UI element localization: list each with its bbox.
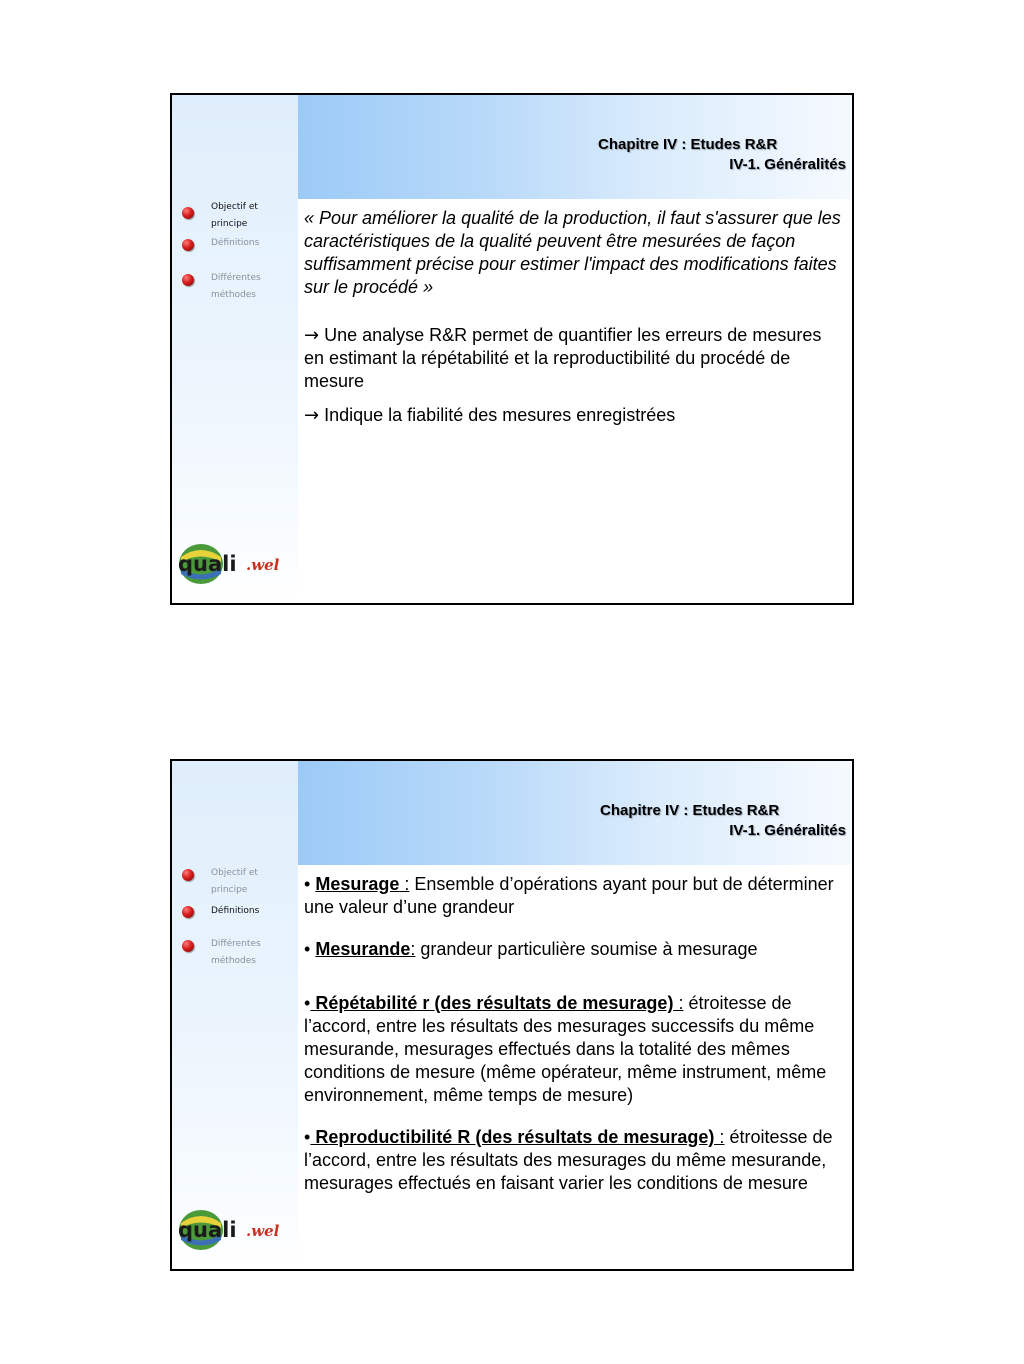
definition-separator: : bbox=[673, 993, 684, 1013]
slide-header bbox=[298, 95, 852, 199]
red-bullet-icon bbox=[182, 906, 194, 918]
slide-header bbox=[298, 761, 852, 865]
svg-text:quali: quali bbox=[178, 552, 237, 576]
definition-item bbox=[304, 1126, 846, 1195]
definition-term: Reproductibilité R (des résultats de mesurage) bbox=[310, 1127, 715, 1147]
definition-separator: : bbox=[714, 1127, 725, 1147]
bullet-icon: • bbox=[304, 874, 311, 894]
svg-text:quali: quali bbox=[178, 1218, 237, 1242]
slide-1 bbox=[170, 93, 854, 605]
nav-item-label: Définitions bbox=[211, 906, 260, 916]
definition-item bbox=[304, 992, 846, 1107]
point-item bbox=[304, 404, 846, 427]
quote-text: « Pour améliorer la qualité de la production, il faut s'assurer que les caractéristiques de la qualité peuvent être mesurées de façon suffisamment précise pour estimer l'impact des modifications faites sur le procédé » bbox=[304, 208, 841, 297]
definition-item bbox=[304, 873, 846, 919]
definition-separator: : bbox=[399, 874, 410, 894]
chapter-title: Chapitre IV : Etudes R&R bbox=[600, 802, 780, 819]
nav-item-label: Objectif et principe bbox=[211, 202, 258, 229]
nav-item-label: Objectif et principe bbox=[211, 868, 258, 895]
definition-item bbox=[304, 938, 846, 961]
definition-term: Répétabilité r (des résultats de mesurage) bbox=[310, 993, 674, 1013]
section-title: IV-1. Généralités bbox=[729, 156, 846, 173]
definition-term: Mesurande bbox=[315, 939, 411, 959]
sidebar bbox=[172, 761, 298, 1269]
point-text: Une analyse R&R permet de quantifier les erreurs de mesures en estimant la répétabilité et la reproductibilité du procédé de mesure bbox=[304, 325, 822, 391]
slide-2 bbox=[170, 759, 854, 1271]
definition-term: Mesurage bbox=[315, 874, 400, 894]
point-item bbox=[304, 324, 846, 393]
red-bullet-icon bbox=[182, 207, 194, 219]
red-bullet-icon bbox=[182, 940, 194, 952]
point-text: Indique la fiabilité des mesures enregistrées bbox=[324, 405, 676, 425]
arrow-icon: → bbox=[304, 405, 320, 426]
bullet-icon: • bbox=[304, 939, 311, 959]
quali-web-logo bbox=[175, 1201, 293, 1255]
quali-web-logo bbox=[175, 535, 293, 589]
bullet-icon: • bbox=[304, 993, 311, 1013]
red-bullet-icon bbox=[182, 869, 194, 881]
svg-text:.wel: .wel bbox=[246, 1222, 280, 1240]
nav-item-label: Différentes méthodes bbox=[211, 939, 261, 966]
definition-text: étroitesse de l’accord, entre les résultats des mesurages du même mesurande, mesurages effectués en faisant varier les conditions de mesure bbox=[304, 1127, 833, 1193]
slide-content bbox=[304, 873, 846, 1195]
definition-text: étroitesse de l’accord, entre les résultats des mesurages successifs du même mesurande, mesurages effectués dans la totalité des mêmes conditions de mesure (même opérateur, même instrument, même environnement, même temps de mesure) bbox=[304, 993, 827, 1105]
chapter-title: Chapitre IV : Etudes R&R bbox=[598, 136, 778, 153]
definition-separator: : bbox=[410, 939, 416, 959]
definition-text: Ensemble d’opérations ayant pour but de déterminer une valeur d’une grandeur bbox=[304, 874, 834, 917]
section-title: IV-1. Généralités bbox=[729, 822, 846, 839]
red-bullet-icon bbox=[182, 274, 194, 286]
definition-text: grandeur particulière soumise à mesurage bbox=[415, 939, 758, 959]
red-bullet-icon bbox=[182, 239, 194, 251]
nav-item-label: Définitions bbox=[211, 238, 260, 248]
svg-text:.wel: .wel bbox=[246, 556, 280, 574]
bullet-icon: • bbox=[304, 1127, 311, 1147]
arrow-icon: → bbox=[304, 325, 320, 346]
nav-item-label: Différentes méthodes bbox=[211, 273, 261, 300]
sidebar bbox=[172, 95, 298, 603]
slide-content bbox=[304, 207, 846, 427]
